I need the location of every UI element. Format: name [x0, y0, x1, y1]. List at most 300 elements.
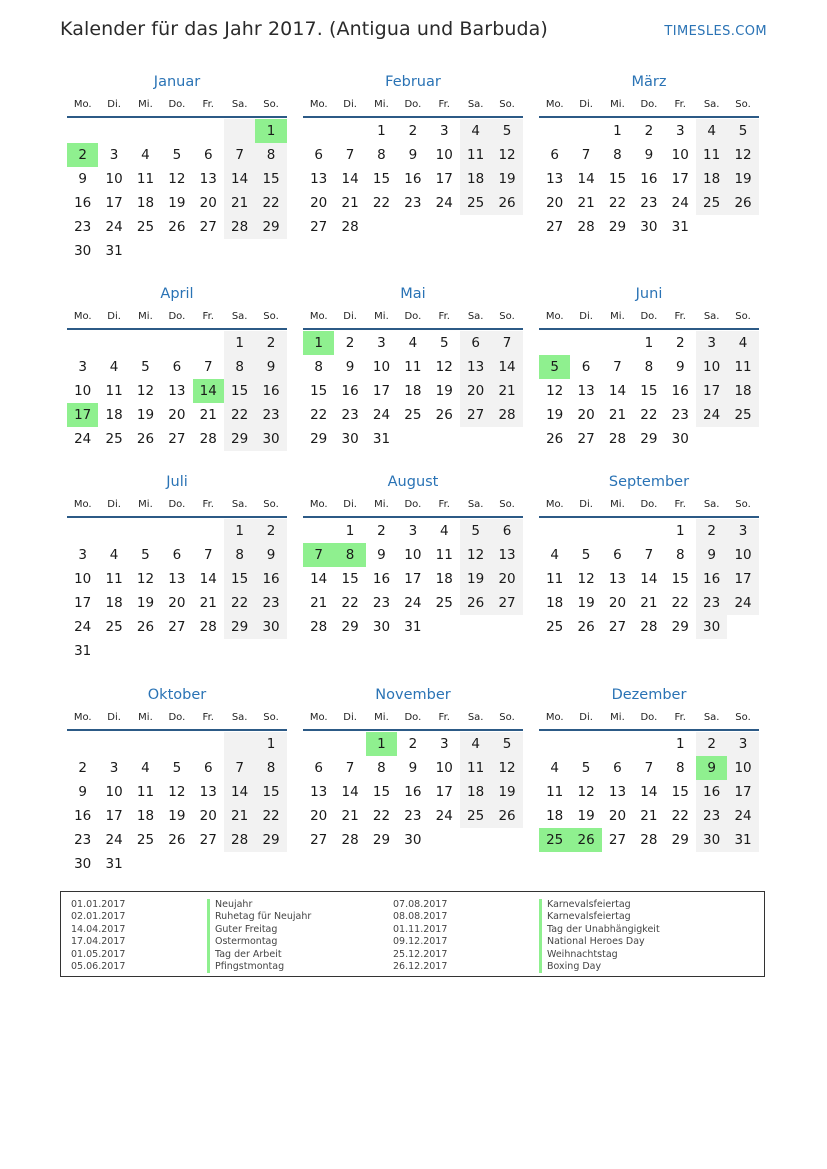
- day-cell: 12: [435, 359, 453, 375]
- holiday-date: 09.12.2017: [393, 936, 448, 948]
- page-title: Kalender für das Jahr 2017. (Antigua und Barbuda): [60, 18, 548, 40]
- month-name: August: [387, 474, 439, 490]
- day-cell: 14: [640, 571, 658, 587]
- day-cell: 11: [105, 571, 123, 587]
- weekday-label: Mi.: [374, 311, 389, 322]
- holiday-name: Tag der Arbeit: [207, 949, 311, 961]
- day-cell: 6: [460, 331, 491, 355]
- day-cell-empty: [570, 519, 601, 543]
- day-cell: 15: [608, 171, 627, 187]
- day-cell: 18: [105, 407, 123, 423]
- day-cell: 5: [460, 519, 491, 543]
- holiday-dates-col-1: [71, 899, 125, 973]
- day-cell-empty: [397, 215, 428, 239]
- day-cell: 14: [640, 784, 658, 800]
- day-cell: 24: [74, 619, 92, 635]
- day-cell: 21: [199, 595, 217, 611]
- day-cell: 27: [460, 403, 491, 427]
- weekday-label: Mi.: [610, 712, 625, 723]
- day-cell: 24: [105, 832, 123, 848]
- day-cell: 9: [255, 543, 286, 567]
- day-cell: 28: [341, 832, 359, 848]
- day-cell: 2: [255, 331, 286, 355]
- day-cell: 30: [74, 856, 92, 872]
- month-name: Mai: [400, 286, 426, 302]
- weekday-label: So.: [735, 99, 751, 110]
- day-cell: 26: [136, 431, 155, 447]
- day-cell: 12: [577, 784, 595, 800]
- day-cell: 22: [671, 808, 689, 824]
- day-cell: 21: [577, 195, 595, 211]
- day-cell-empty: [334, 119, 365, 143]
- day-cell: 15: [372, 171, 391, 187]
- weekday-label: Do.: [404, 499, 422, 510]
- day-cell-empty: [539, 732, 570, 756]
- weekday-header: [303, 96, 523, 118]
- weekday-label: Mi.: [610, 99, 625, 110]
- day-cell: 23: [671, 407, 689, 423]
- day-cell: 26: [577, 619, 595, 635]
- day-cell: 9: [255, 355, 286, 379]
- day-cell-holiday: 26: [570, 828, 601, 852]
- day-cell: 1: [675, 736, 685, 752]
- day-grid: [539, 331, 759, 451]
- day-cell: 1: [675, 523, 685, 539]
- day-cell-empty: [334, 732, 365, 756]
- day-cell-empty: [727, 215, 758, 239]
- day-cell: 24: [105, 219, 123, 235]
- day-cell: 15: [640, 383, 658, 399]
- day-cell: 17: [105, 195, 123, 211]
- weekday-header: [539, 96, 759, 118]
- day-cell-empty: [130, 852, 161, 876]
- weekday-label: Mo.: [73, 499, 92, 510]
- day-cell: 21: [199, 407, 217, 423]
- day-cell: 9: [675, 359, 685, 375]
- day-cell-empty: [161, 639, 192, 663]
- day-cell: 12: [168, 784, 186, 800]
- day-cell-holiday: 1: [366, 732, 397, 756]
- day-cell-empty: [161, 331, 192, 355]
- day-cell: 20: [577, 407, 595, 423]
- holiday-name: National Heroes Day: [539, 936, 660, 948]
- day-cell-empty: [193, 732, 224, 756]
- day-cell: 6: [613, 547, 622, 563]
- day-cell: 9: [78, 784, 87, 800]
- day-cell: 10: [671, 147, 689, 163]
- day-cell-empty: [67, 331, 98, 355]
- day-cell: 17: [727, 567, 758, 591]
- day-cell: 27: [199, 832, 217, 848]
- day-cell: 26: [491, 191, 522, 215]
- day-grid: [303, 331, 523, 451]
- day-cell: 8: [255, 756, 286, 780]
- day-cell: 2: [78, 760, 87, 776]
- weekday-label: Sa.: [467, 499, 484, 510]
- day-cell: 26: [168, 832, 186, 848]
- day-cell: 25: [105, 431, 123, 447]
- day-cell: 3: [439, 123, 449, 139]
- day-cell: 5: [141, 547, 150, 563]
- day-cell: 28: [224, 215, 255, 239]
- day-cell-empty: [67, 519, 98, 543]
- day-cell: 13: [608, 571, 627, 587]
- day-cell: 3: [78, 547, 87, 563]
- day-cell: 3: [78, 359, 87, 375]
- day-cell: 10: [404, 547, 422, 563]
- day-cell: 16: [671, 383, 689, 399]
- day-cell: 14: [199, 571, 217, 587]
- day-cell: 20: [310, 195, 328, 211]
- day-cell: 23: [404, 195, 422, 211]
- day-cell: 12: [491, 143, 522, 167]
- holiday-name: Guter Freitag: [207, 924, 311, 936]
- holiday-name: Karnevalsfeiertag: [539, 911, 660, 923]
- day-cell: 19: [727, 167, 758, 191]
- weekday-label: Fr.: [202, 311, 214, 322]
- day-cell: 19: [136, 407, 155, 423]
- weekday-label: Sa.: [231, 311, 248, 322]
- day-cell-empty: [539, 519, 570, 543]
- day-cell: 19: [491, 780, 522, 804]
- day-cell: 28: [199, 431, 217, 447]
- weekday-label: Mo.: [545, 311, 564, 322]
- weekday-label: Do.: [640, 99, 658, 110]
- day-cell: 11: [105, 383, 123, 399]
- day-cell: 30: [341, 431, 359, 447]
- day-cell: 1: [644, 335, 654, 351]
- day-cell: 6: [172, 359, 182, 375]
- day-cell: 8: [377, 760, 386, 776]
- day-cell: 20: [168, 407, 186, 423]
- day-cell: 15: [310, 383, 328, 399]
- day-cell-empty: [67, 119, 98, 143]
- day-cell-empty: [193, 519, 224, 543]
- weekday-label: Mo.: [545, 99, 564, 110]
- day-cell: 7: [224, 143, 255, 167]
- day-cell: 22: [224, 591, 255, 615]
- weekday-label: Mo.: [309, 311, 328, 322]
- day-cell: 7: [345, 760, 355, 776]
- weekday-label: Mi.: [138, 311, 153, 322]
- day-cell: 11: [136, 784, 155, 800]
- day-cell-empty: [98, 639, 129, 663]
- weekday-label: Do.: [168, 311, 186, 322]
- day-cell: 20: [168, 595, 186, 611]
- weekday-label: So.: [735, 311, 751, 322]
- day-cell: 29: [372, 832, 391, 848]
- weekday-label: Di.: [107, 712, 121, 723]
- weekday-label: Do.: [404, 99, 422, 110]
- day-cell: 1: [613, 123, 622, 139]
- day-cell-empty: [633, 519, 664, 543]
- day-cell: 18: [136, 808, 155, 824]
- day-cell: 13: [546, 171, 564, 187]
- day-cell: 4: [460, 732, 491, 756]
- weekday-label: Do.: [404, 311, 422, 322]
- day-cell: 26: [168, 219, 186, 235]
- day-cell: 31: [372, 431, 391, 447]
- weekday-label: Sa.: [467, 311, 484, 322]
- day-cell: 11: [727, 355, 758, 379]
- day-cell: 25: [404, 407, 422, 423]
- day-cell: 23: [404, 808, 422, 824]
- weekday-header: [539, 709, 759, 731]
- day-cell: 20: [310, 808, 328, 824]
- day-cell: 18: [546, 595, 564, 611]
- weekday-label: Mo.: [545, 499, 564, 510]
- day-cell: 24: [74, 431, 92, 447]
- month-name: Dezember: [611, 687, 687, 703]
- day-cell: 12: [460, 543, 491, 567]
- weekday-label: Sa.: [467, 712, 484, 723]
- day-cell: 13: [460, 355, 491, 379]
- day-cell-empty: [303, 519, 334, 543]
- day-cell: 25: [460, 804, 491, 828]
- day-cell: 13: [577, 383, 595, 399]
- day-cell: 29: [640, 431, 658, 447]
- day-cell-empty: [727, 615, 758, 639]
- day-cell: 8: [224, 355, 255, 379]
- day-cell: 29: [671, 832, 689, 848]
- day-cell: 28: [608, 431, 627, 447]
- day-cell: 18: [460, 167, 491, 191]
- holiday-date: 26.12.2017: [393, 961, 448, 973]
- day-cell: 30: [255, 615, 286, 639]
- day-cell: 14: [491, 355, 522, 379]
- day-cell-holiday: 7: [303, 543, 334, 567]
- day-cell: 24: [372, 407, 391, 423]
- day-cell: 18: [727, 379, 758, 403]
- day-cell: 8: [644, 359, 654, 375]
- day-cell: 2: [408, 123, 418, 139]
- day-cell: 11: [404, 359, 422, 375]
- weekday-header: [303, 709, 523, 731]
- day-cell-empty: [67, 732, 98, 756]
- day-cell: 7: [491, 331, 522, 355]
- day-cell: 13: [608, 784, 627, 800]
- weekday-label: Do.: [168, 712, 186, 723]
- weekday-label: Fr.: [202, 712, 214, 723]
- day-cell: 9: [345, 359, 355, 375]
- day-cell: 17: [435, 171, 453, 187]
- weekday-header: [303, 308, 523, 330]
- day-cell-empty: [255, 639, 286, 663]
- day-cell: 19: [460, 567, 491, 591]
- day-cell: 15: [341, 571, 359, 587]
- day-cell: 4: [141, 760, 150, 776]
- day-cell: 25: [105, 619, 123, 635]
- day-grid: [67, 331, 287, 451]
- day-cell: 2: [696, 732, 727, 756]
- day-cell: 15: [671, 784, 689, 800]
- day-cell-empty: [460, 828, 491, 852]
- day-cell: 18: [136, 195, 155, 211]
- weekday-label: So.: [499, 311, 515, 322]
- weekday-label: Sa.: [231, 499, 248, 510]
- day-cell-empty: [224, 239, 255, 263]
- weekday-label: Di.: [107, 499, 121, 510]
- day-cell: 22: [372, 195, 391, 211]
- day-cell-empty: [460, 215, 491, 239]
- day-cell: 27: [310, 832, 328, 848]
- day-cell: 25: [435, 595, 453, 611]
- day-cell: 22: [640, 407, 658, 423]
- day-cell: 5: [439, 335, 449, 351]
- day-cell: 13: [199, 784, 217, 800]
- weekday-label: Mo.: [309, 712, 328, 723]
- weekday-label: Do.: [640, 712, 658, 723]
- day-cell: 1: [224, 519, 255, 543]
- day-cell: 14: [310, 571, 328, 587]
- weekday-label: Di.: [343, 99, 357, 110]
- weekday-label: Fr.: [438, 99, 450, 110]
- day-cell: 14: [608, 383, 627, 399]
- day-cell-empty: [366, 215, 397, 239]
- day-cell: 21: [640, 808, 658, 824]
- day-cell: 20: [608, 808, 627, 824]
- day-cell: 19: [546, 407, 564, 423]
- day-cell: 22: [310, 407, 328, 423]
- day-cell: 31: [105, 856, 123, 872]
- holiday-names-col-1: [207, 899, 311, 973]
- day-cell: 7: [644, 547, 654, 563]
- day-cell: 2: [644, 123, 654, 139]
- day-cell-empty: [224, 119, 255, 143]
- day-cell-empty: [224, 852, 255, 876]
- day-cell: 30: [74, 243, 92, 259]
- day-cell-holiday: 9: [696, 756, 727, 780]
- weekday-label: So.: [735, 712, 751, 723]
- holiday-name: Karnevalsfeiertag: [539, 899, 660, 911]
- weekday-label: Mo.: [309, 499, 328, 510]
- weekday-header: [303, 496, 523, 518]
- holiday-date: 17.04.2017: [71, 936, 126, 948]
- weekday-header: [67, 709, 287, 731]
- month-februar: [303, 72, 523, 239]
- day-cell-empty: [98, 732, 129, 756]
- weekday-label: So.: [735, 499, 751, 510]
- weekday-label: Sa.: [231, 712, 248, 723]
- day-cell: 27: [310, 219, 328, 235]
- day-cell: 27: [577, 431, 595, 447]
- day-cell: 23: [255, 403, 286, 427]
- day-cell: 5: [581, 760, 591, 776]
- day-cell-empty: [255, 239, 286, 263]
- day-cell-holiday: 14: [193, 379, 224, 403]
- weekday-label: Fr.: [438, 499, 450, 510]
- day-cell: 7: [224, 756, 255, 780]
- weekday-label: Sa.: [703, 712, 720, 723]
- month-name: September: [608, 474, 690, 490]
- day-cell: 29: [224, 427, 255, 451]
- day-cell: 24: [727, 591, 758, 615]
- day-cell: 15: [224, 567, 255, 591]
- month-märz: [539, 72, 759, 239]
- day-cell: 7: [203, 547, 213, 563]
- day-cell: 15: [671, 571, 689, 587]
- day-cell: 27: [199, 219, 217, 235]
- weekday-label: Fr.: [674, 712, 686, 723]
- weekday-label: Di.: [343, 499, 357, 510]
- month-april: [67, 284, 287, 451]
- day-cell: 20: [199, 808, 217, 824]
- month-oktober: [67, 685, 287, 876]
- month-januar: [67, 72, 287, 263]
- day-cell-empty: [429, 615, 460, 639]
- day-cell: 19: [168, 195, 186, 211]
- day-cell: 17: [404, 571, 422, 587]
- holiday-date: 14.04.2017: [71, 923, 126, 935]
- day-cell: 11: [136, 171, 155, 187]
- weekday-label: Fr.: [438, 311, 450, 322]
- day-cell: 15: [255, 780, 286, 804]
- day-cell: 3: [675, 123, 685, 139]
- day-cell: 20: [491, 567, 522, 591]
- day-cell: 6: [314, 760, 323, 776]
- day-cell: 22: [608, 195, 627, 211]
- month-juni: [539, 284, 759, 451]
- day-cell: 16: [74, 195, 92, 211]
- day-cell-empty: [130, 119, 161, 143]
- day-cell: 7: [613, 359, 622, 375]
- day-cell-holiday: 1: [255, 119, 286, 143]
- day-cell: 8: [224, 543, 255, 567]
- day-cell: 30: [671, 431, 689, 447]
- holiday-date: 01.01.2017: [71, 899, 126, 910]
- weekday-label: So.: [499, 499, 515, 510]
- day-cell: 7: [203, 359, 213, 375]
- brand-logo-link[interactable]: TIMESLES.COM: [664, 24, 767, 39]
- holiday-name: Neujahr: [207, 899, 311, 911]
- weekday-label: Di.: [343, 712, 357, 723]
- day-cell: 24: [727, 804, 758, 828]
- weekday-label: Di.: [107, 311, 121, 322]
- day-cell-empty: [193, 119, 224, 143]
- holiday-date: 05.06.2017: [71, 961, 126, 973]
- day-cell: 4: [727, 331, 758, 355]
- day-cell-empty: [193, 331, 224, 355]
- day-cell: 5: [727, 119, 758, 143]
- day-cell: 13: [168, 383, 186, 399]
- day-cell: 21: [224, 191, 255, 215]
- day-cell: 27: [608, 619, 627, 635]
- day-cell: 24: [435, 808, 453, 824]
- day-cell: 11: [546, 571, 564, 587]
- weekday-label: Di.: [579, 712, 593, 723]
- weekday-header: [539, 496, 759, 518]
- day-cell: 26: [460, 591, 491, 615]
- holiday-date: 08.08.2017: [393, 911, 448, 923]
- day-cell: 26: [435, 407, 453, 423]
- day-cell-empty: [98, 519, 129, 543]
- month-name: Oktober: [147, 687, 207, 703]
- day-cell: 23: [74, 219, 92, 235]
- day-cell: 12: [727, 143, 758, 167]
- day-cell: 30: [255, 427, 286, 451]
- day-cell: 19: [168, 808, 186, 824]
- day-cell: 16: [404, 171, 422, 187]
- day-cell: 5: [581, 547, 591, 563]
- day-cell-empty: [570, 119, 601, 143]
- weekday-header: [67, 496, 287, 518]
- day-cell: 16: [74, 808, 92, 824]
- day-cell: 16: [404, 784, 422, 800]
- weekday-label: Sa.: [703, 499, 720, 510]
- day-cell: 21: [341, 195, 359, 211]
- weekday-label: Do.: [168, 499, 186, 510]
- day-cell: 11: [460, 756, 491, 780]
